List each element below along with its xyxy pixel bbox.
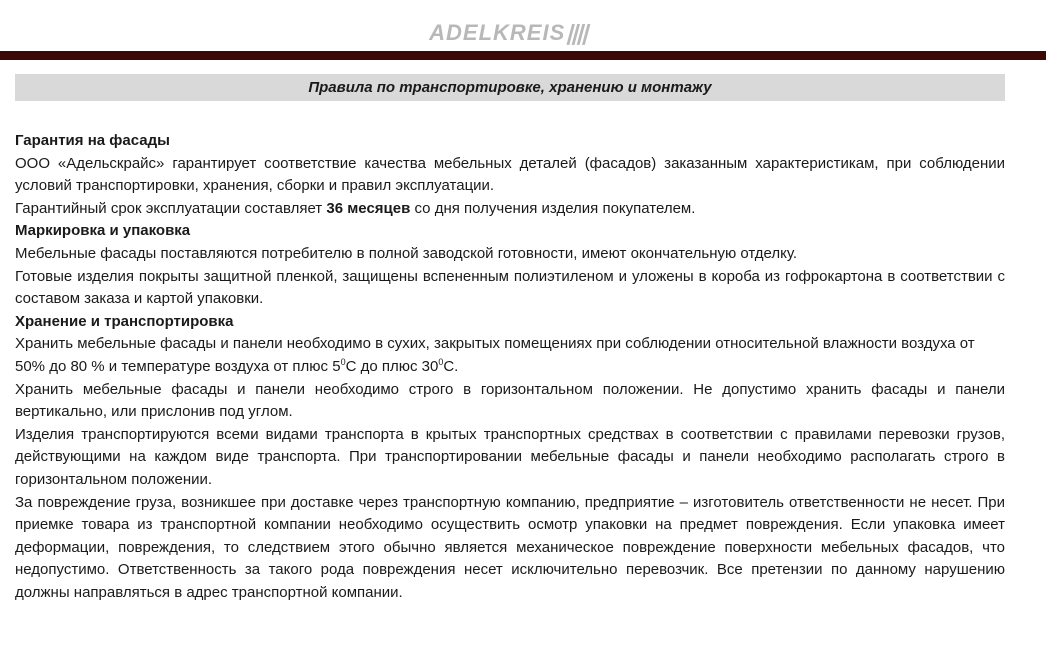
storage-conditions-text-2: С до плюс 30 [345, 357, 439, 375]
storage-conditions-text-3: С. [443, 357, 459, 375]
brand-logo [0, 20, 1018, 46]
storage-paragraph-2: Хранить мебельные фасады и панели необходимо строго в горизонтальном положении. Не допустимо хранить фасады и панели вертикально, или прислонив под углом. [15, 380, 1005, 421]
brand-logo-bars: |||| [565, 20, 593, 45]
storage-paragraph-4: За повреждение груза, возникшее при доставке через транспортную компанию, предприятие – изготовитель ответственности не несет. При приемке товара из транспортной компании необходимо осуществить осмотр упаковки на предмет повреждения. Если упаковка имеет деформации, повреждения, то следствием этого обычно является механическое повреждение поверхности мебельных фасадов, что недопустимо. Ответственность за такого рода повреждения несет исключительно перевозчик. Все претензии по данному нарушению должны направляться в адрес транспортной компании. [15, 493, 1005, 601]
warranty-term-paragraph [15, 198, 1005, 221]
warranty-paragraph: ООО «Адельскрайс» гарантирует соответствие качества мебельных деталей (фасадов) заказанным характеристикам, при соблюдении условий транспортировки, хранения, сборки и правил эксплуатации. [15, 154, 1005, 195]
section-heading-warranty: Гарантия на фасады [15, 132, 170, 149]
page-title: Правила по транспортировке, хранению и монтажу [15, 74, 1005, 101]
storage-paragraph-3: Изделия транспортируются всеми видами транспорта в крытых транспортных средствах в соответствии с правилами перевозки грузов, действующими на каждом виде транспорта. При транспортировании мебельные фасады и панели необходимо располагать строго в горизонтальном положении. [15, 425, 1005, 488]
marking-paragraph-2: Готовые изделия покрыты защитной пленкой, защищены вспененным полиэтиленом и уложены в короба из гофрокартона в соответствии с составом заказа и картой упаковки. [15, 267, 1005, 308]
warranty-term-text-end: со дня получения изделия покупателем. [410, 199, 696, 217]
document-body [15, 130, 1005, 604]
marking-paragraph-1: Мебельные фасады поставляются потребителю в полной заводской готовности, имеют окончательную отделку. [15, 244, 798, 262]
section-heading-storage: Хранение и транспортировка [15, 312, 234, 330]
header-rule [0, 51, 1046, 60]
warranty-term-value: 36 месяцев [326, 199, 411, 217]
degree-mark: 0 [340, 356, 346, 367]
storage-paragraph-1 [15, 333, 1005, 378]
section-heading-marking: Маркировка и упаковка [15, 222, 191, 240]
warranty-term-text: Гарантийный срок эксплуатации составляет [15, 199, 327, 217]
storage-conditions-text: Хранить мебельные фасады и панели необходимо в сухих, закрытых помещениях при соблюдении относительной влажности воздуха от 50% до 80 % и температуре воздуха от плюс 5 [15, 335, 975, 375]
brand-logo-text: ADELKREIS [429, 20, 566, 45]
degree-mark: 0 [438, 356, 444, 367]
